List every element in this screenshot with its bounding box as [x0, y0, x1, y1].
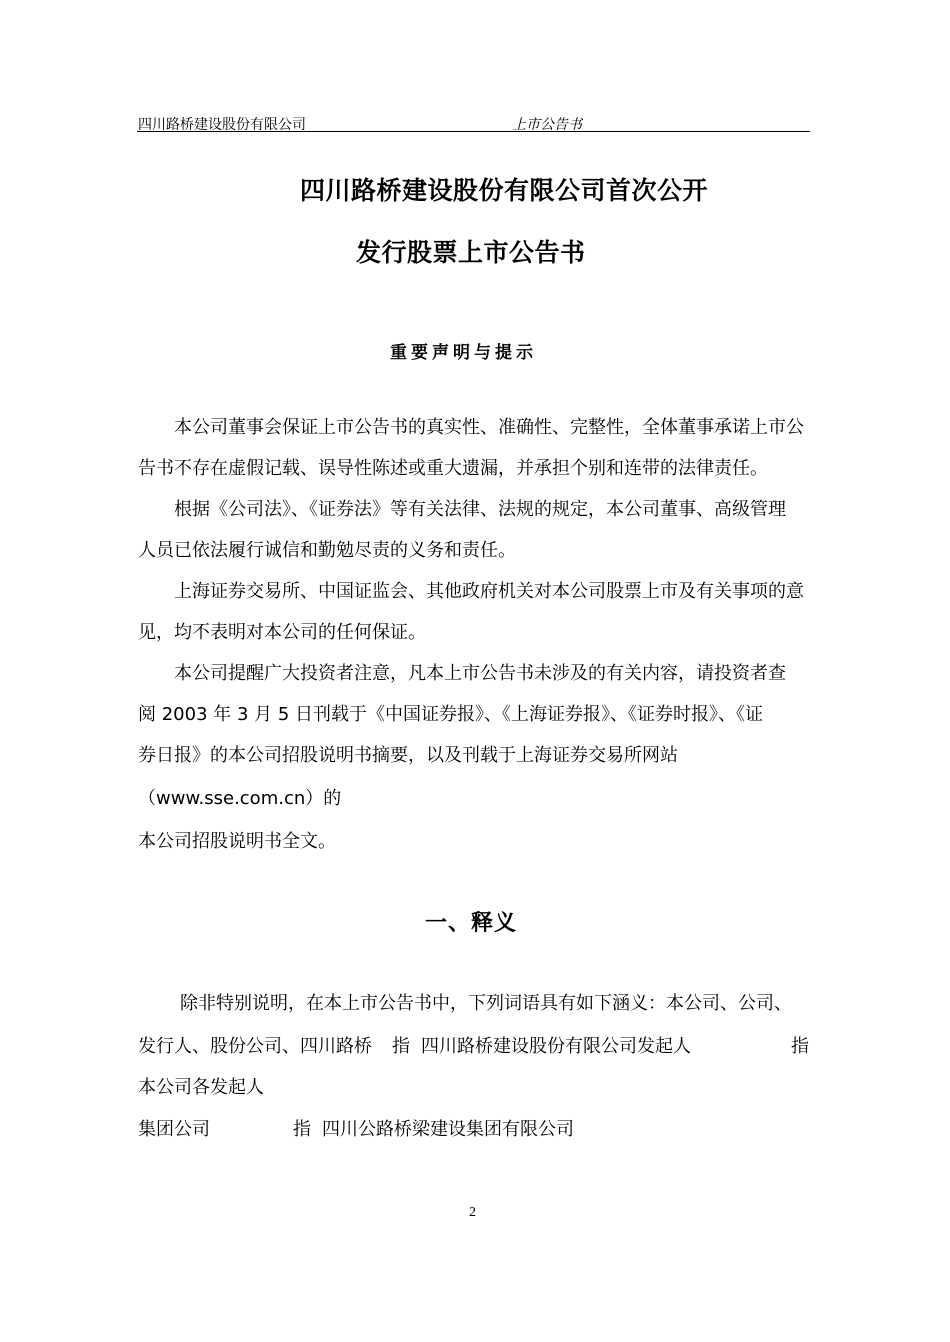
definitions-intro: 除非特别说明，在本上市公告书中，下列词语具有如下涵义：本公司、公司、 — [180, 993, 792, 1014]
notice-line: 根据《公司法》、《证券法》等有关法律、法规的规定，本公司董事、高级管理 — [174, 499, 786, 520]
definition-zhi: 指 — [293, 1119, 311, 1140]
notice-line: 上海证券交易所、中国证监会、其他政府机关对本公司股票上市及有关事项的意 — [174, 581, 804, 602]
header-company-name: 四川路桥建设股份有限公司 — [138, 117, 306, 133]
notice-line: 本公司招股说明书全文。 — [138, 831, 336, 852]
notice-heading: 重要声明与提示 — [390, 343, 537, 363]
notice-line: 人员已依法履行诚信和勤勉尽责的义务和责任。 — [138, 540, 516, 561]
notice-url-line: （www.sse.com.cn）的 — [138, 788, 342, 809]
section-title-definitions: 一、释义 — [425, 911, 518, 936]
definition-text: 本公司各发起人 — [138, 1077, 264, 1098]
notice-line: 券日报》的本公司招股说明书摘要，以及刊载于上海证券交易所网站 — [138, 745, 678, 766]
definition-term: 发行人、股份公司、四川路桥 — [138, 1036, 372, 1057]
header-document-type: 上市公告书 — [512, 117, 582, 133]
notice-line: 告书不存在虚假记载、误导性陈述或重大遗漏，并承担个别和连带的法律责任。 — [138, 458, 768, 479]
definition-zhi: 指 — [392, 1036, 410, 1057]
notice-line: 本公司董事会保证上市公告书的真实性、准确性、完整性，全体董事承诺上市公 — [174, 417, 804, 438]
definition-text: 四川路桥建设股份有限公司发起人 — [421, 1036, 691, 1057]
header-divider — [137, 131, 810, 132]
definition-term: 集团公司 — [138, 1119, 210, 1140]
page-number: 2 — [469, 1205, 476, 1220]
notice-line: 阅 2003 年 3 月 5 日刊载于《中国证券报》、《上海证券报》、《证券时报》、《证 — [138, 704, 764, 725]
definition-zhi: 指 — [791, 1036, 809, 1057]
notice-line: 本公司提醒广大投资者注意，凡本上市公告书未涉及的有关内容，请投资者查 — [174, 663, 786, 684]
notice-line: 见，均不表明对本公司的任何保证。 — [138, 622, 426, 643]
definition-text: 四川公路桥梁建设集团有限公司 — [322, 1119, 574, 1140]
title-line-1: 四川路桥建设股份有限公司首次公开 — [300, 176, 709, 205]
title-line-2: 发行股票上市公告书 — [356, 238, 586, 267]
